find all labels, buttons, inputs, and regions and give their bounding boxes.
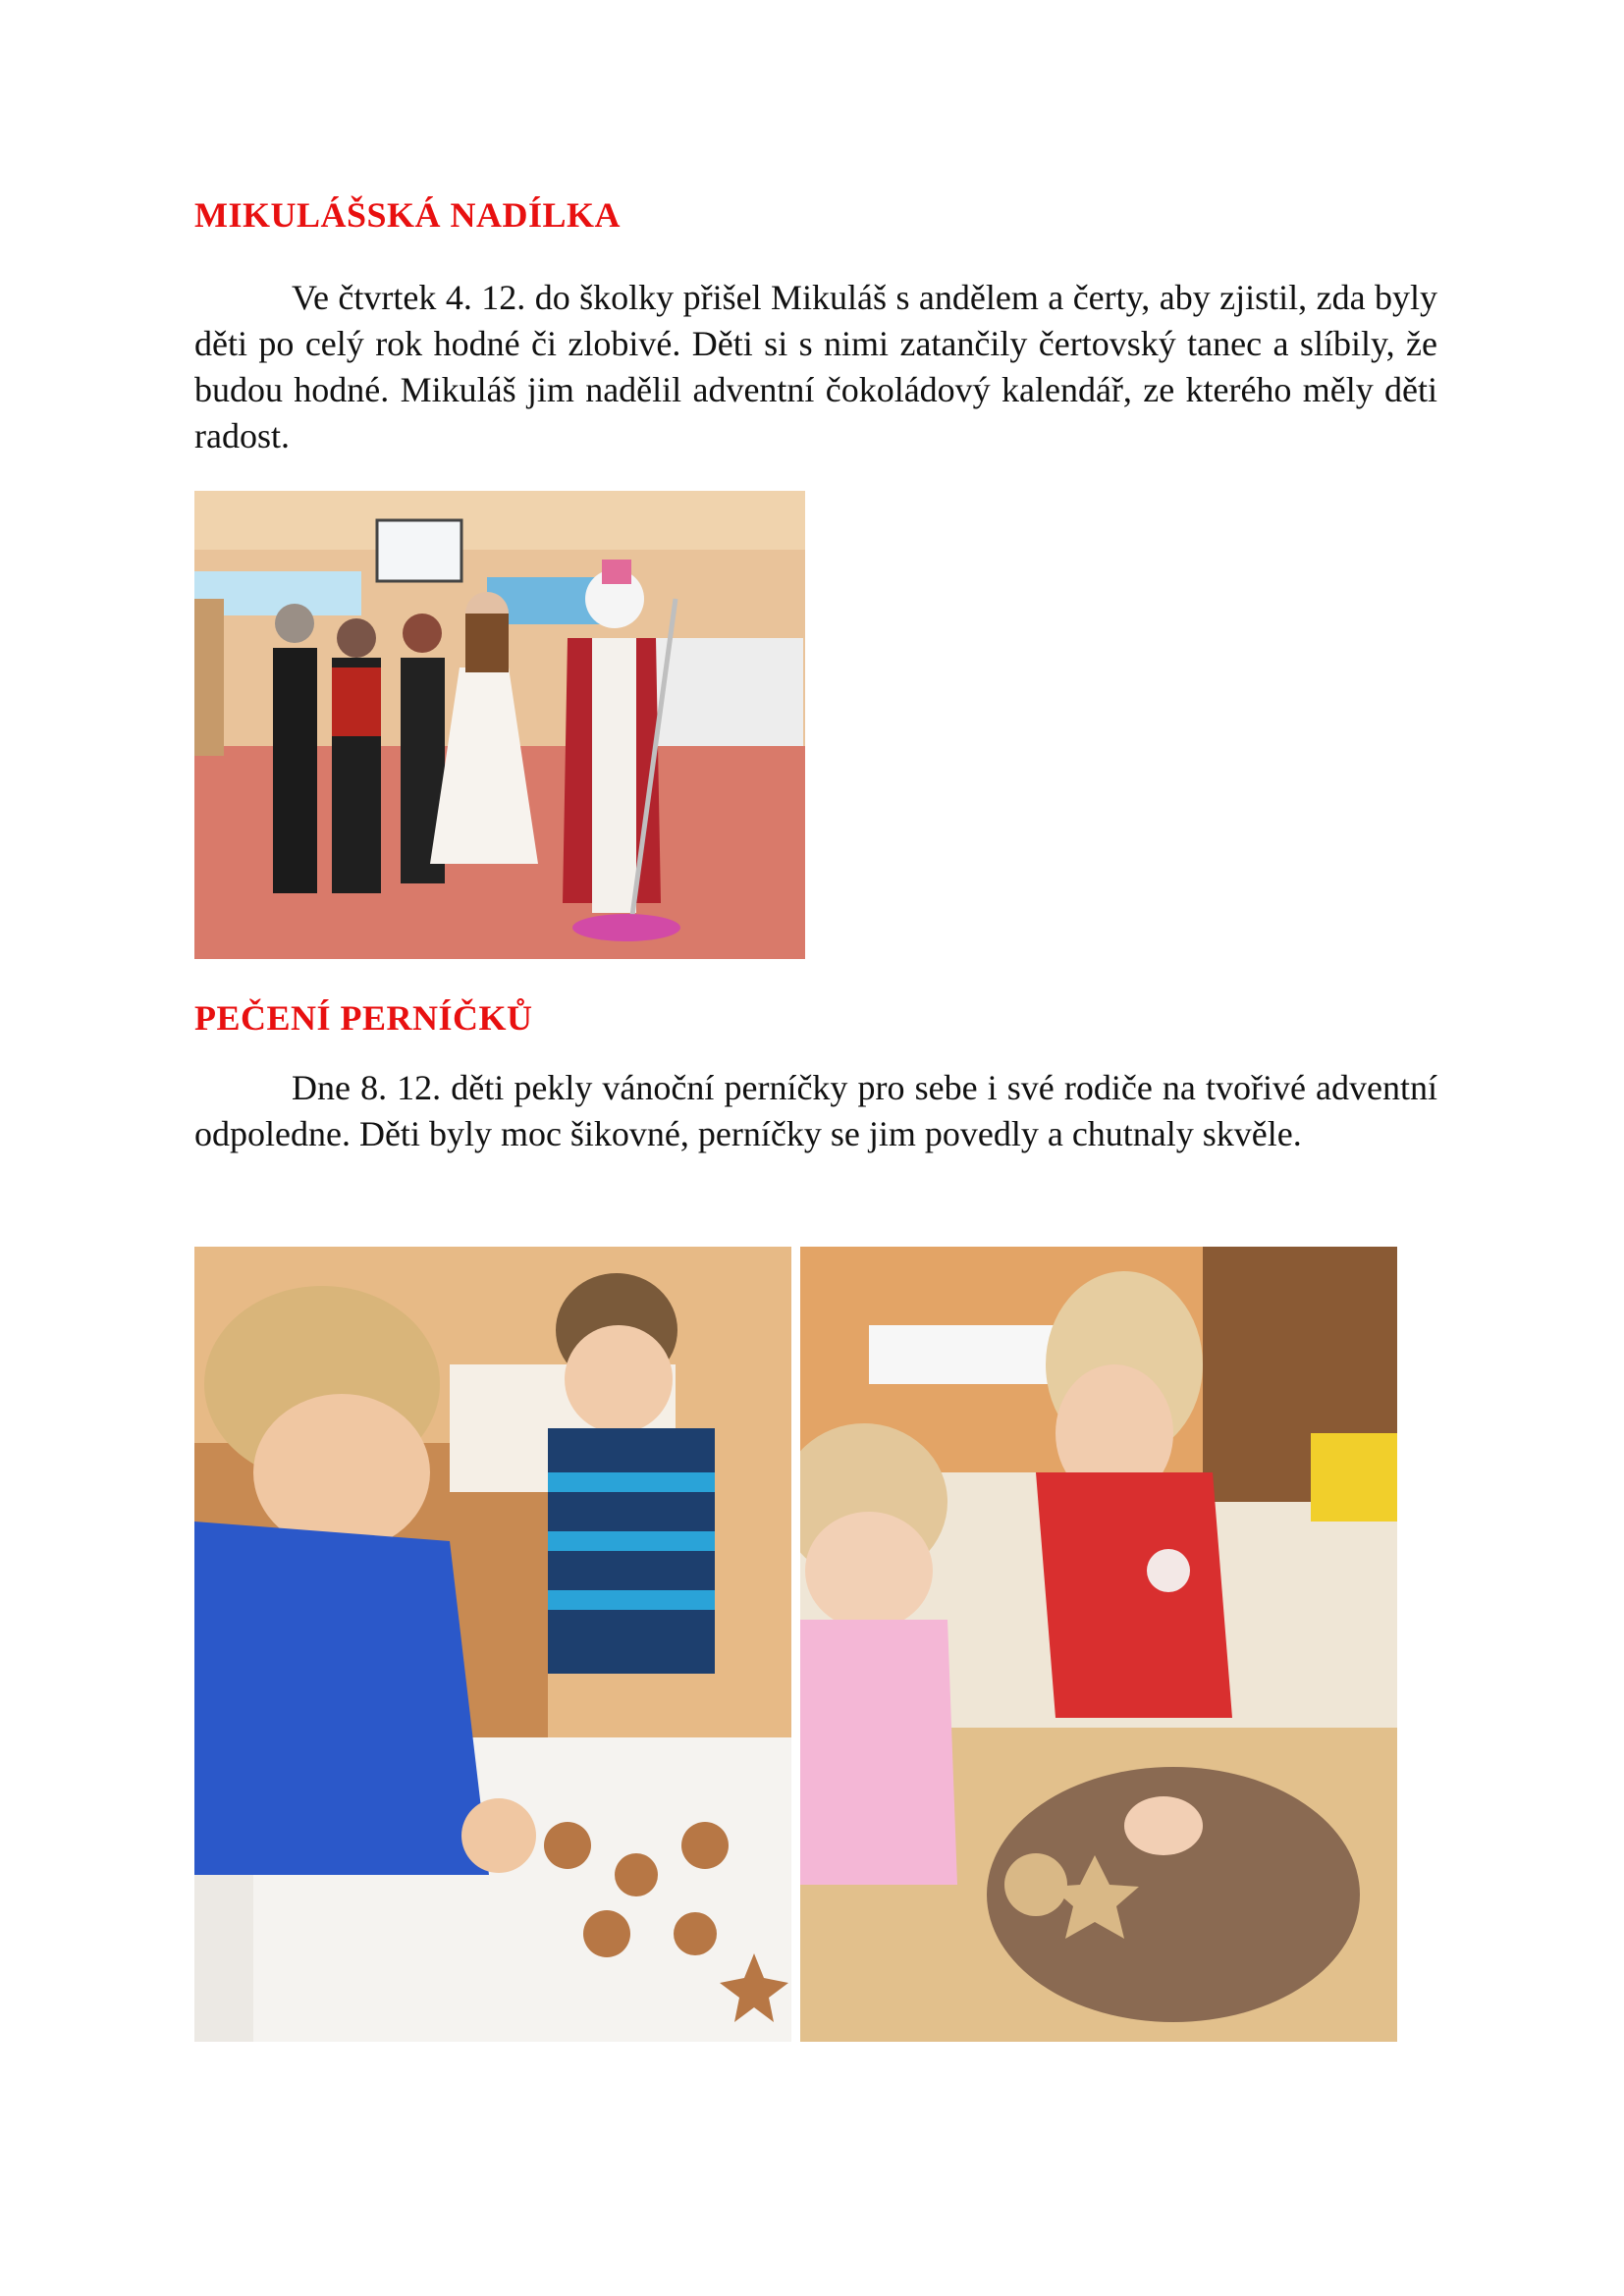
section-heading-mikulas: MIKULÁŠSKÁ NADÍLKA (194, 195, 622, 235)
section-body-pernicky: Dne 8. 12. děti pekly vánoční perníčky pro sebe i své rodiče na tvořivé adventní odpoledne. Děti byly moc šikovné, perníčky se jim povedly a chutnaly skvěle. (194, 1068, 1437, 1153)
section-heading-pernicky: PEČENÍ PERNÍČKŮ (194, 998, 533, 1038)
photo-girls-rolling-dough (800, 1247, 1397, 2042)
section-body-mikulas: Ve čtvrtek 4. 12. do školky přišel Mikuláš s andělem a čerty, aby zjistil, zda byly děti po celý rok hodné či zlobivé. Děti si s nimi zatančily čertovský tanec a slíbily, že budou hodné. Mikuláš jim nadělil adventní čokoládový kalendář, ze kterého měly děti radost. (194, 278, 1437, 455)
photo-boys-cutting-gingerbread (194, 1247, 791, 2042)
photo-mikulas-group (194, 491, 805, 959)
